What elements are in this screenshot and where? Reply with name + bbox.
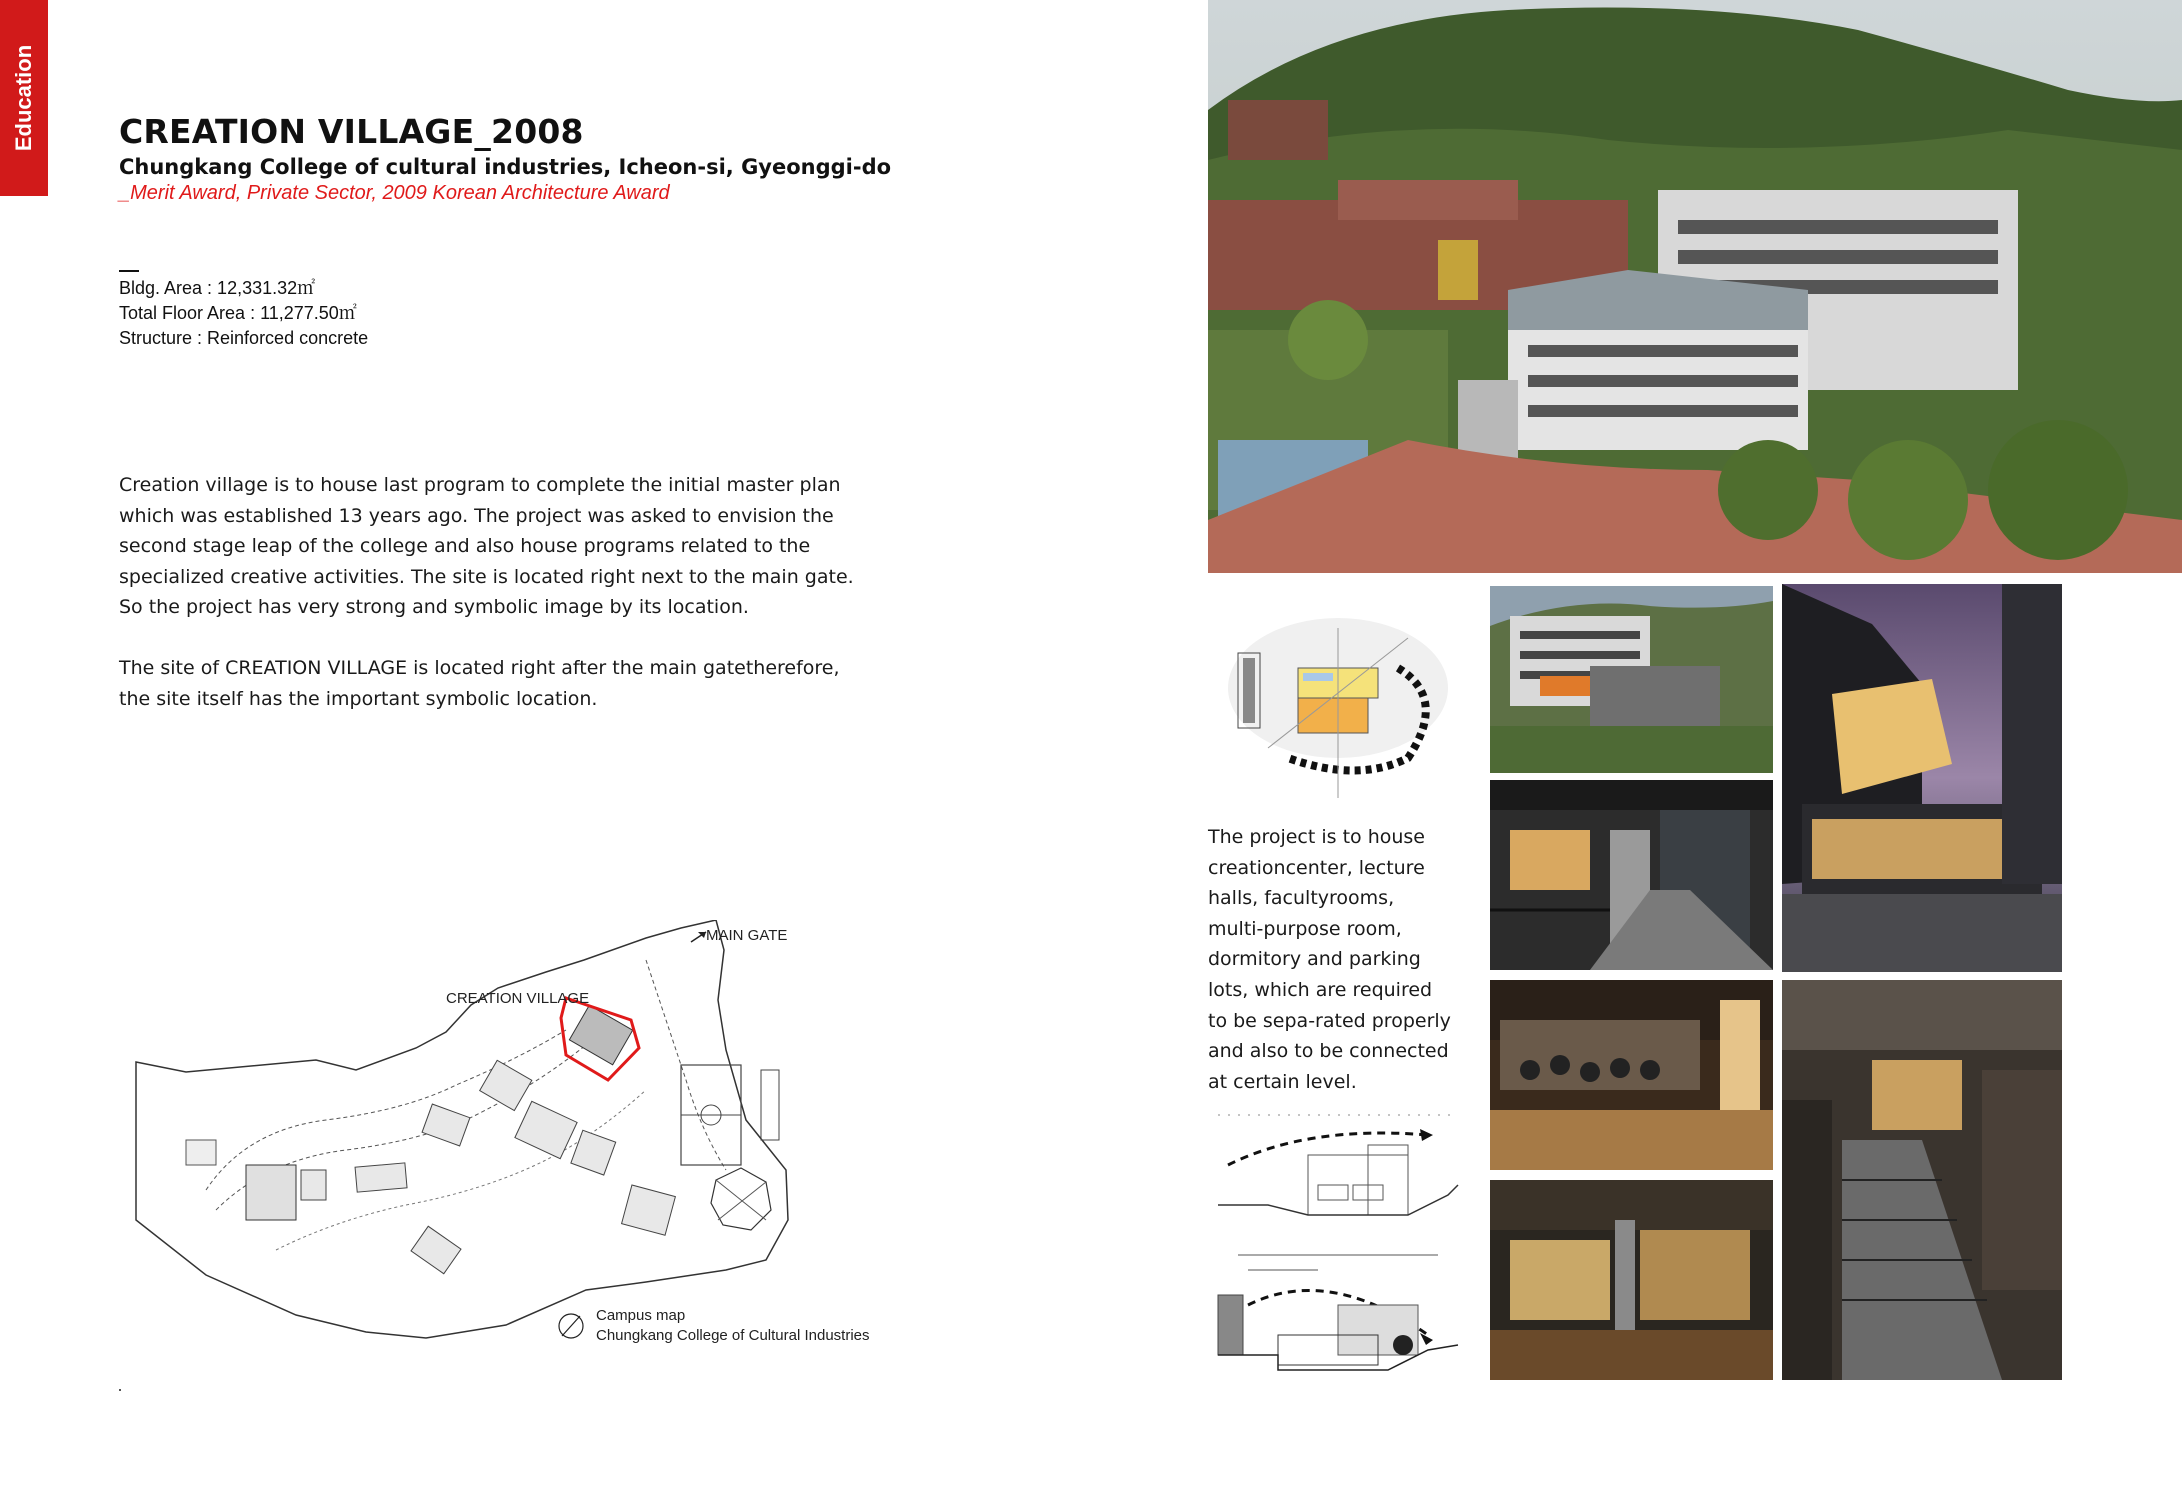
campus-map bbox=[126, 920, 906, 1360]
site-diagram bbox=[1208, 598, 1468, 803]
spec-structure: Structure : Reinforced concrete bbox=[119, 328, 369, 348]
description-paragraph: Creation village is to house last program to complete the initial master plan which was established 13 years ago. The project was asked to envision the second stage leap of the college and also house programs related to the specialized creative activities. The site is located right next to the main gate. So the project has very strong and symbolic image by its location. bbox=[119, 474, 854, 619]
section-tab-label: Education bbox=[11, 44, 36, 152]
map-caption-title: Campus map bbox=[596, 1307, 686, 1324]
evening-facade-photo bbox=[1782, 584, 2062, 972]
spec-divider bbox=[119, 256, 139, 272]
creation-village-label: CREATION VILLAGE bbox=[446, 990, 590, 1007]
campus-map-drawing bbox=[126, 920, 906, 1360]
project-title: CREATION VILLAGE_2008 bbox=[119, 112, 584, 151]
project-award: _Merit Award, Private Sector, 2009 Korean Architecture Award bbox=[119, 182, 670, 204]
page-mark bbox=[119, 1389, 121, 1391]
project-description bbox=[119, 470, 859, 744]
program-description: The project is to house creationcenter, lecture halls, facultyrooms, multi-purpose room, dormitory and parking lots, which are required to be sepa-rated properly and also to be connected at certain level. bbox=[1208, 826, 1451, 1093]
corridor-photo bbox=[1490, 780, 1773, 970]
spec-floor-area: Total Floor Area : 11,277.50㎡ bbox=[119, 303, 357, 323]
main-gate-label: MAIN GATE bbox=[706, 927, 788, 944]
map-caption-subtitle: Chungkang College of Cultural Industries bbox=[596, 1327, 870, 1344]
atrium-photo bbox=[1490, 1180, 1773, 1380]
staircase-photo bbox=[1782, 980, 2062, 1380]
project-subtitle: Chungkang College of cultural industries, Icheon-si, Gyeonggi-do bbox=[119, 155, 892, 179]
section-diagram-lower bbox=[1208, 1245, 1468, 1385]
building-exterior-photo bbox=[1490, 586, 1773, 773]
section-tab bbox=[0, 0, 48, 196]
lecture-hall-photo bbox=[1490, 980, 1773, 1170]
description-paragraph: The site of CREATION VILLAGE is located right after the main gatetherefore, the site itself has the important symbolic location. bbox=[119, 656, 840, 710]
spec-bldg-area: Bldg. Area : 12,331.32㎡ bbox=[119, 278, 316, 298]
aerial-photo bbox=[1208, 0, 2182, 573]
project-specs bbox=[119, 268, 368, 351]
section-diagram-upper bbox=[1208, 1105, 1468, 1230]
